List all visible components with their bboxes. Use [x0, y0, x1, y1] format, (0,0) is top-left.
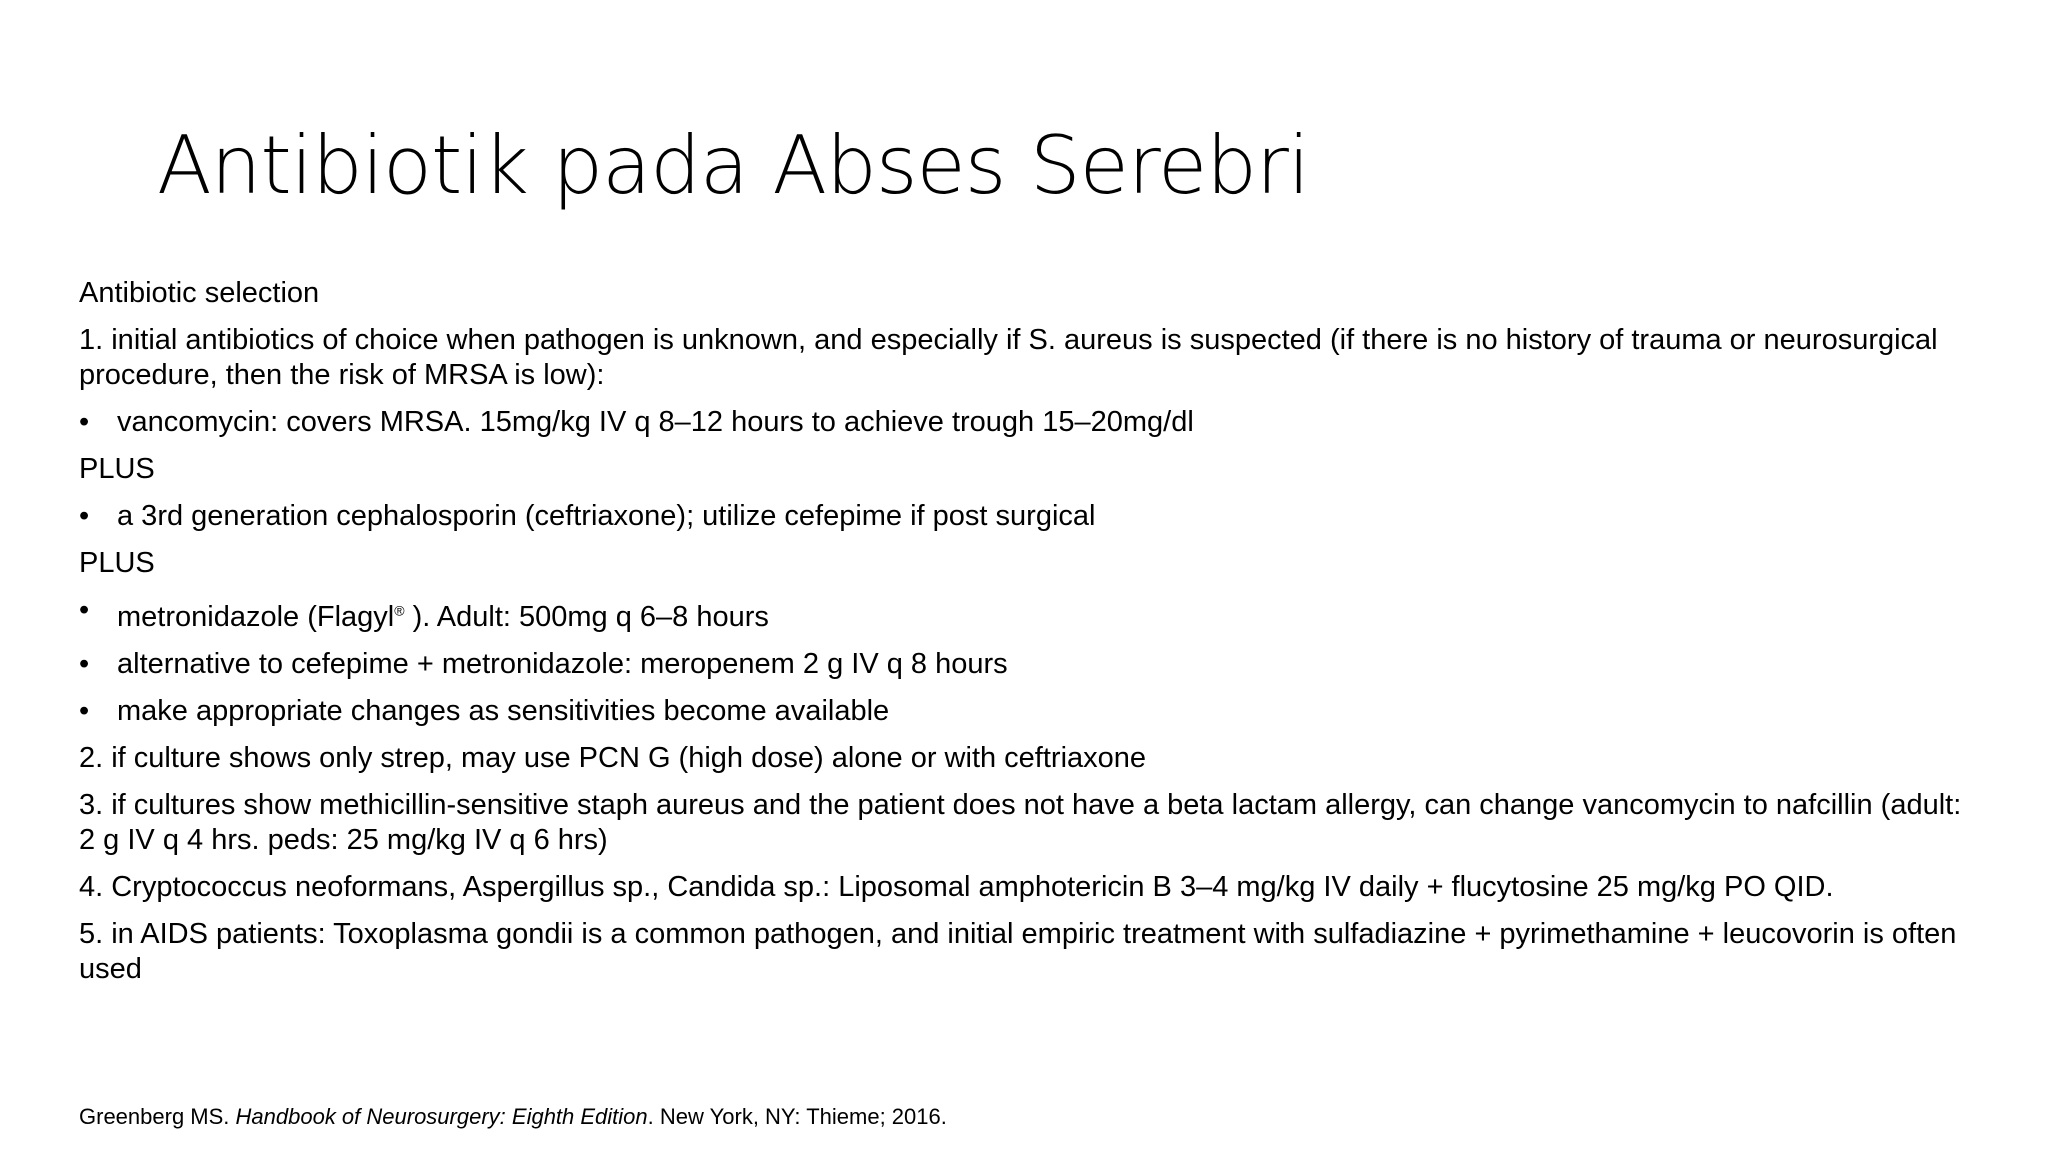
bullet-text: vancomycin: covers MRSA. 15mg/kg IV q 8–12 hours to achieve trough 15–20mg/dl [117, 406, 1194, 438]
list-item-5: 5. in AIDS patients: Toxoplasma gondii is a common pathogen, and initial empiric treatment with sulfadiazine + pyrimethamine + leucovorin is often used [79, 917, 1957, 985]
slide-content [79, 276, 1979, 999]
bullet-icon: • [79, 594, 90, 626]
list-item-2: 2. if culture shows only strep, may use PCN G (high dose) alone or with ceftriaxone [79, 741, 1147, 774]
bullet-text: a 3rd generation cephalosporin (ceftriaxone); utilize cefepime if post surgical [117, 500, 1096, 532]
bullet-icon: • [79, 647, 90, 680]
bullet-text [117, 601, 769, 633]
bullet-icon: • [79, 694, 90, 727]
bullet-alternative [79, 647, 1979, 682]
slide-title: Antibiotik pada Abses Serebri [157, 119, 1310, 212]
plus-label: PLUS [79, 453, 155, 485]
bullet-cephalosporin [79, 499, 1979, 534]
bullet-metronidazole [79, 593, 1979, 635]
bullet-icon: • [79, 500, 90, 532]
plus-label: PLUS [79, 547, 155, 579]
section-heading: Antibiotic selection [79, 277, 320, 309]
citation-book-title: Handbook of Neurosurgery: Eighth Edition [235, 1104, 648, 1129]
bullet-vancomycin [79, 405, 1979, 440]
citation-publisher: . New York, NY: Thieme; 2016. [647, 1104, 947, 1129]
registered-mark: ® [394, 602, 405, 618]
bullet-text: alternative to cefepime + metronidazole: meropenem 2 g IV q 8 hours [117, 647, 1008, 680]
list-item-3: 3. if cultures show methicillin-sensitive staph aureus and the patient does not have a beta lactam allergy, can change vancomycin to nafcillin (adult: 2 g IV q 4 hrs. peds: 25 mg/kg IV q 6 hrs) [79, 788, 1962, 856]
bullet-icon: • [79, 406, 90, 438]
bullet-text: make appropriate changes as sensitivities become available [117, 694, 890, 727]
citation-footer [79, 1103, 947, 1131]
list-item-4: 4. Cryptococcus neoformans, Aspergillus sp., Candida sp.: Liposomal amphotericin B 3–4 mg/kg IV daily + flucytosine 25 mg/kg PO QID. [79, 870, 1834, 903]
bullet-changes [79, 694, 1979, 729]
metronidazole-text: metronidazole (Flagyl [117, 600, 395, 633]
metronidazole-dose: ). Adult: 500mg q 6–8 hours [404, 600, 769, 633]
list-item-1: 1. initial antibiotics of choice when pathogen is unknown, and especially if S. aureus is suspected (if there is no history of trauma or neurosurgical procedure, then the risk of MRSA is low): [79, 324, 1938, 391]
citation-author: Greenberg MS. [79, 1104, 236, 1129]
